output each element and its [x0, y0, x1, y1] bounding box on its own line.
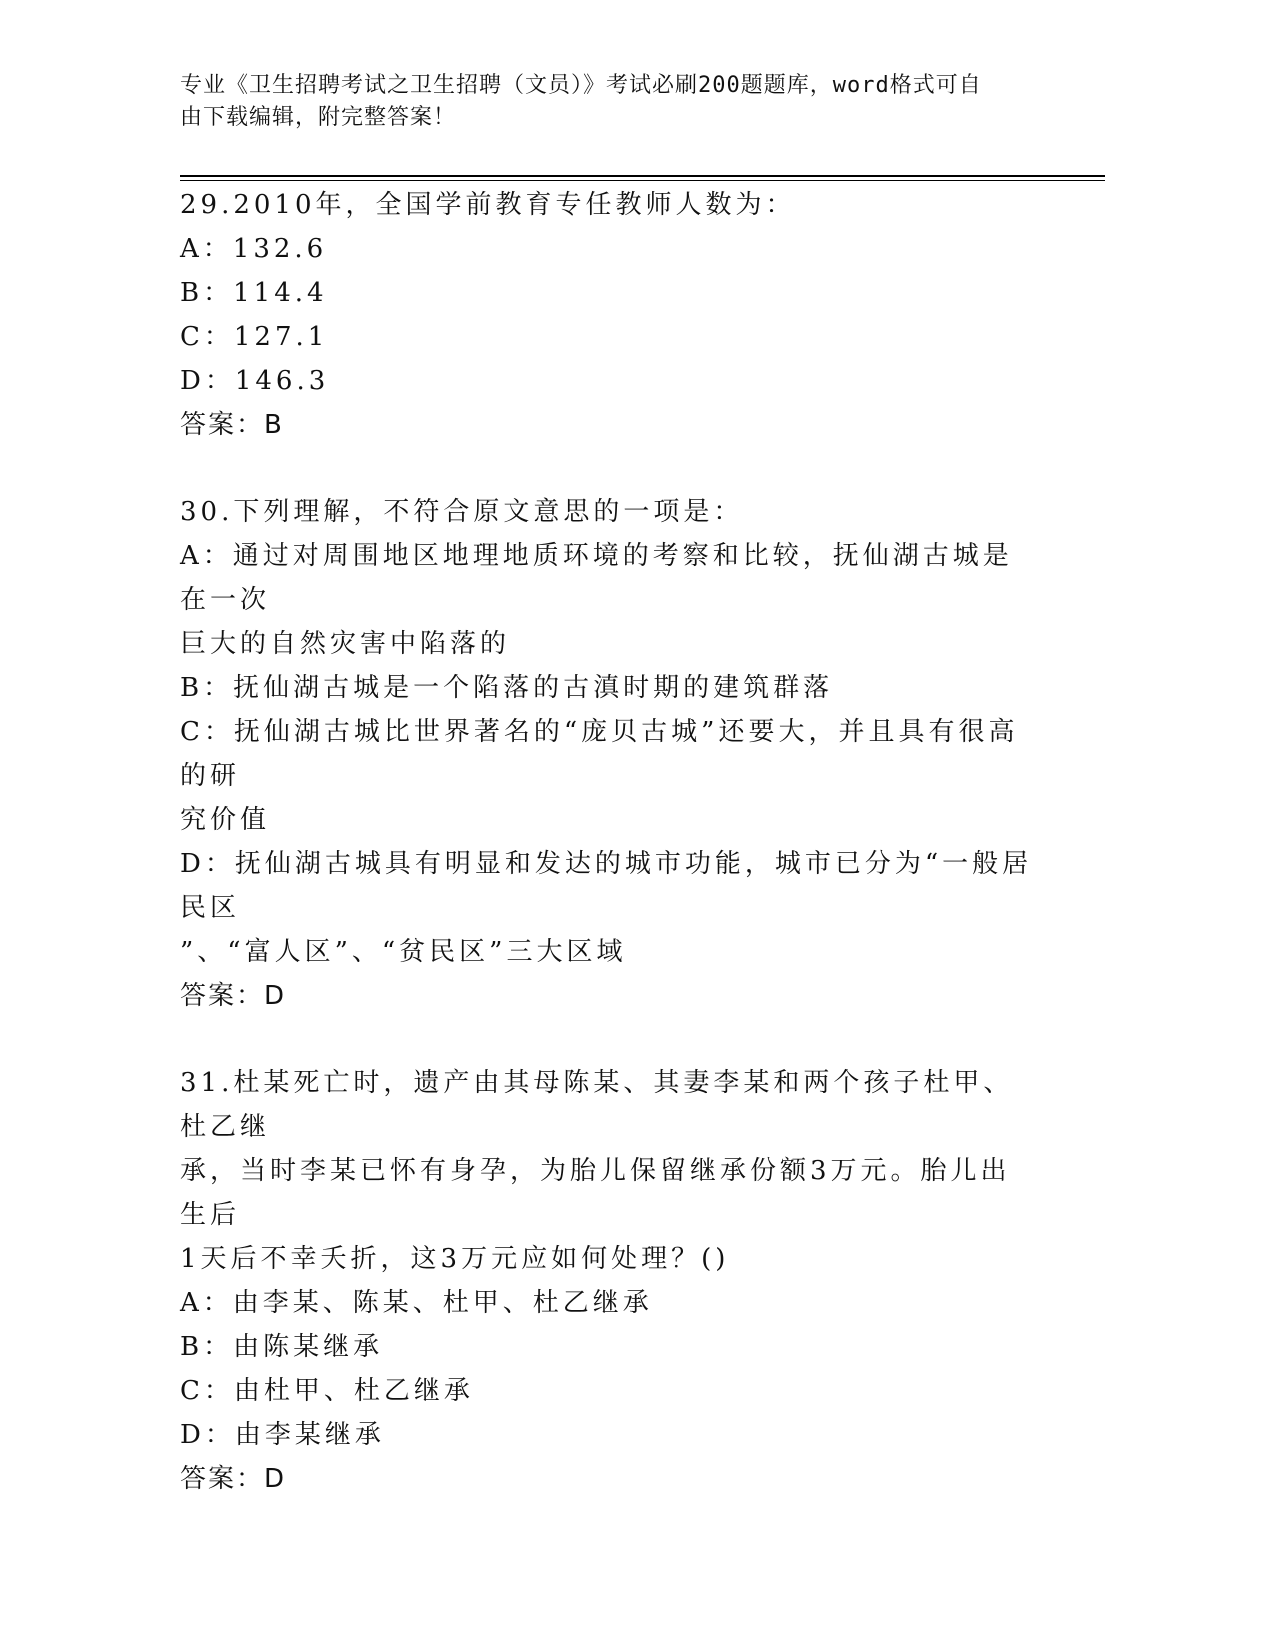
- option-c: C：抚仙湖古城比世界著名的“庞贝古城”还要大，并且具有很高的研: [180, 717, 1019, 791]
- question-31: [180, 1061, 1040, 1501]
- question-29: [180, 183, 1040, 447]
- header-divider-thin: [180, 180, 1105, 181]
- option-c-continued: 究价值: [180, 805, 271, 835]
- option-d: D：146.3: [180, 366, 330, 396]
- header-line-2: 由下载编辑，附完整答案！: [180, 105, 457, 130]
- option-d-continued: ”、“富人区”、“贫民区”三大区域: [180, 937, 627, 967]
- document-header: [180, 70, 1040, 134]
- option-d: D：由李某继承: [180, 1420, 385, 1450]
- option-a-continued: 巨大的自然灾害中陷落的: [180, 629, 511, 659]
- option-c: C：由杜甲、杜乙继承: [180, 1376, 474, 1406]
- option-d: D：抚仙湖古城具有明显和发达的城市功能，城市已分为“一般居民区: [180, 849, 1033, 923]
- header-divider: [180, 175, 1105, 177]
- option-b: B：由陈某继承: [180, 1332, 384, 1362]
- question-list: [180, 183, 1040, 1501]
- question-stem: 30.下列理解，不符合原文意思的一项是：: [180, 497, 744, 527]
- answer-line: 答案：D: [180, 981, 287, 1011]
- option-a: A：通过对周围地区地理地质环境的考察和比较，抚仙湖古城是在一次: [180, 541, 1013, 615]
- option-c: C：127.1: [180, 322, 329, 352]
- answer-line: 答案：D: [180, 1464, 287, 1494]
- option-b: B：114.4: [180, 278, 328, 308]
- option-a: A：132.6: [180, 234, 328, 264]
- option-b: B：抚仙湖古城是一个陷落的古滇时期的建筑群落: [180, 673, 834, 703]
- question-stem: 29.2010年，全国学前教育专任教师人数为：: [180, 190, 796, 220]
- option-a: A：由李某、陈某、杜甲、杜乙继承: [180, 1288, 653, 1318]
- question-stem: 31.杜某死亡时，遗产由其母陈某、其妻李某和两个孩子杜甲、杜乙继: [180, 1068, 1014, 1142]
- header-line-1: 专业《卫生招聘考试之卫生招聘（文员）》考试必刷200题题库，word格式可自: [180, 73, 982, 98]
- question-stem-continued: 承，当时李某已怀有身孕，为胎儿保留继承份额3万元。胎儿出生后: [180, 1156, 1011, 1230]
- answer-line: 答案：B: [180, 410, 284, 440]
- question-stem-continued: 1天后不幸夭折，这3万元应如何处理？(): [180, 1244, 730, 1274]
- question-30: [180, 490, 1040, 1018]
